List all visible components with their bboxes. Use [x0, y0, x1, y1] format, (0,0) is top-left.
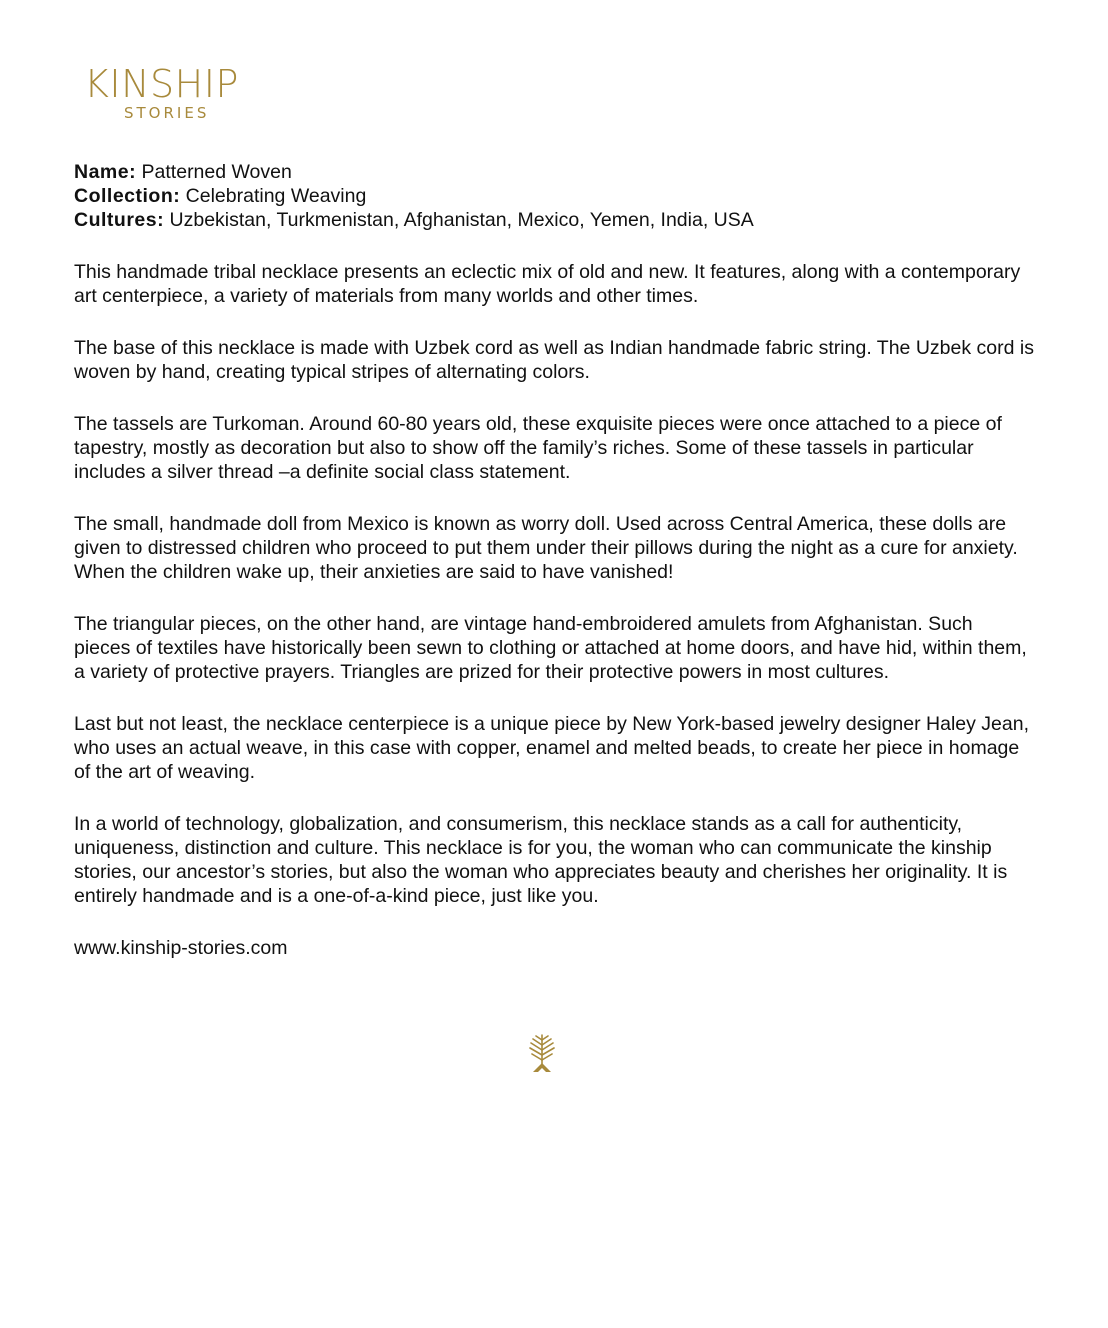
- brand-logo: [84, 64, 254, 128]
- meta-cultures-value: Uzbekistan, Turkmenistan, Afghanistan, Mexico, Yemen, India, USA: [169, 209, 754, 231]
- paragraph-intro: This handmade tribal necklace presents an eclectic mix of old and new. It features, along with a contemporary art centerpiece, a variety of materials from many worlds and other times.: [74, 261, 1021, 307]
- meta-name-key: Name:: [74, 161, 137, 183]
- paragraph-closing: In a world of technology, globalization, and consumerism, this necklace stands as a call for authenticity, uniqueness, distinction and culture. This necklace is for you, the woman who can communicate the kinship stories, our ancestor’s stories, but also the woman who appreciates beauty and cherishes her originality. It is entirely handmade and is a one-of-a-kind piece, just like you.: [74, 813, 1008, 907]
- meta-collection: [74, 184, 1034, 208]
- tree-ornament-icon: [524, 1032, 560, 1074]
- paragraph-triangles: The triangular pieces, on the other hand, are vintage hand-embroidered amulets from Afghanistan. Such pieces of textiles have historically been sewn to clothing or attached at home doors, and have hid, within them, a variety of protective prayers. Triangles are prized for their protective powers in most cultures.: [74, 613, 1027, 683]
- meta-cultures: [74, 208, 1034, 232]
- document-body: [74, 160, 1034, 960]
- paragraph-tassels: The tassels are Turkoman. Around 60-80 years old, these exquisite pieces were once attached to a piece of tapestry, mostly as decoration but also to show off the family’s riches. Some of these tassels in particular includes a silver thread –a definite social class statement.: [74, 413, 1002, 483]
- website-link[interactable]: www.kinship-stories.com: [74, 937, 288, 959]
- logo-subtitle: STORIES: [124, 104, 210, 122]
- paragraph-base: The base of this necklace is made with Uzbek cord as well as Indian handmade fabric string. The Uzbek cord is woven by hand, creating typical stripes of alternating colors.: [74, 337, 1034, 383]
- meta-collection-value: Celebrating Weaving: [185, 185, 367, 207]
- meta-cultures-key: Cultures:: [74, 209, 165, 231]
- paragraph-doll: The small, handmade doll from Mexico is known as worry doll. Used across Central America, these dolls are given to distressed children who proceed to put them under their pillows during the night as a cure for anxiety. When the children wake up, their anxieties are said to have vanished!: [74, 513, 1018, 583]
- logo-wordmark: KINSHIP: [84, 62, 239, 106]
- meta-name-value: Patterned Woven: [141, 161, 292, 183]
- meta-name: [74, 160, 1034, 184]
- product-meta: [74, 160, 1034, 232]
- paragraph-centerpiece: Last but not least, the necklace centerpiece is a unique piece by New York-based jewelry designer Haley Jean, who uses an actual weave, in this case with copper, enamel and melted beads, to create her piece in homage of the art of weaving.: [74, 713, 1029, 783]
- meta-collection-key: Collection:: [74, 185, 181, 207]
